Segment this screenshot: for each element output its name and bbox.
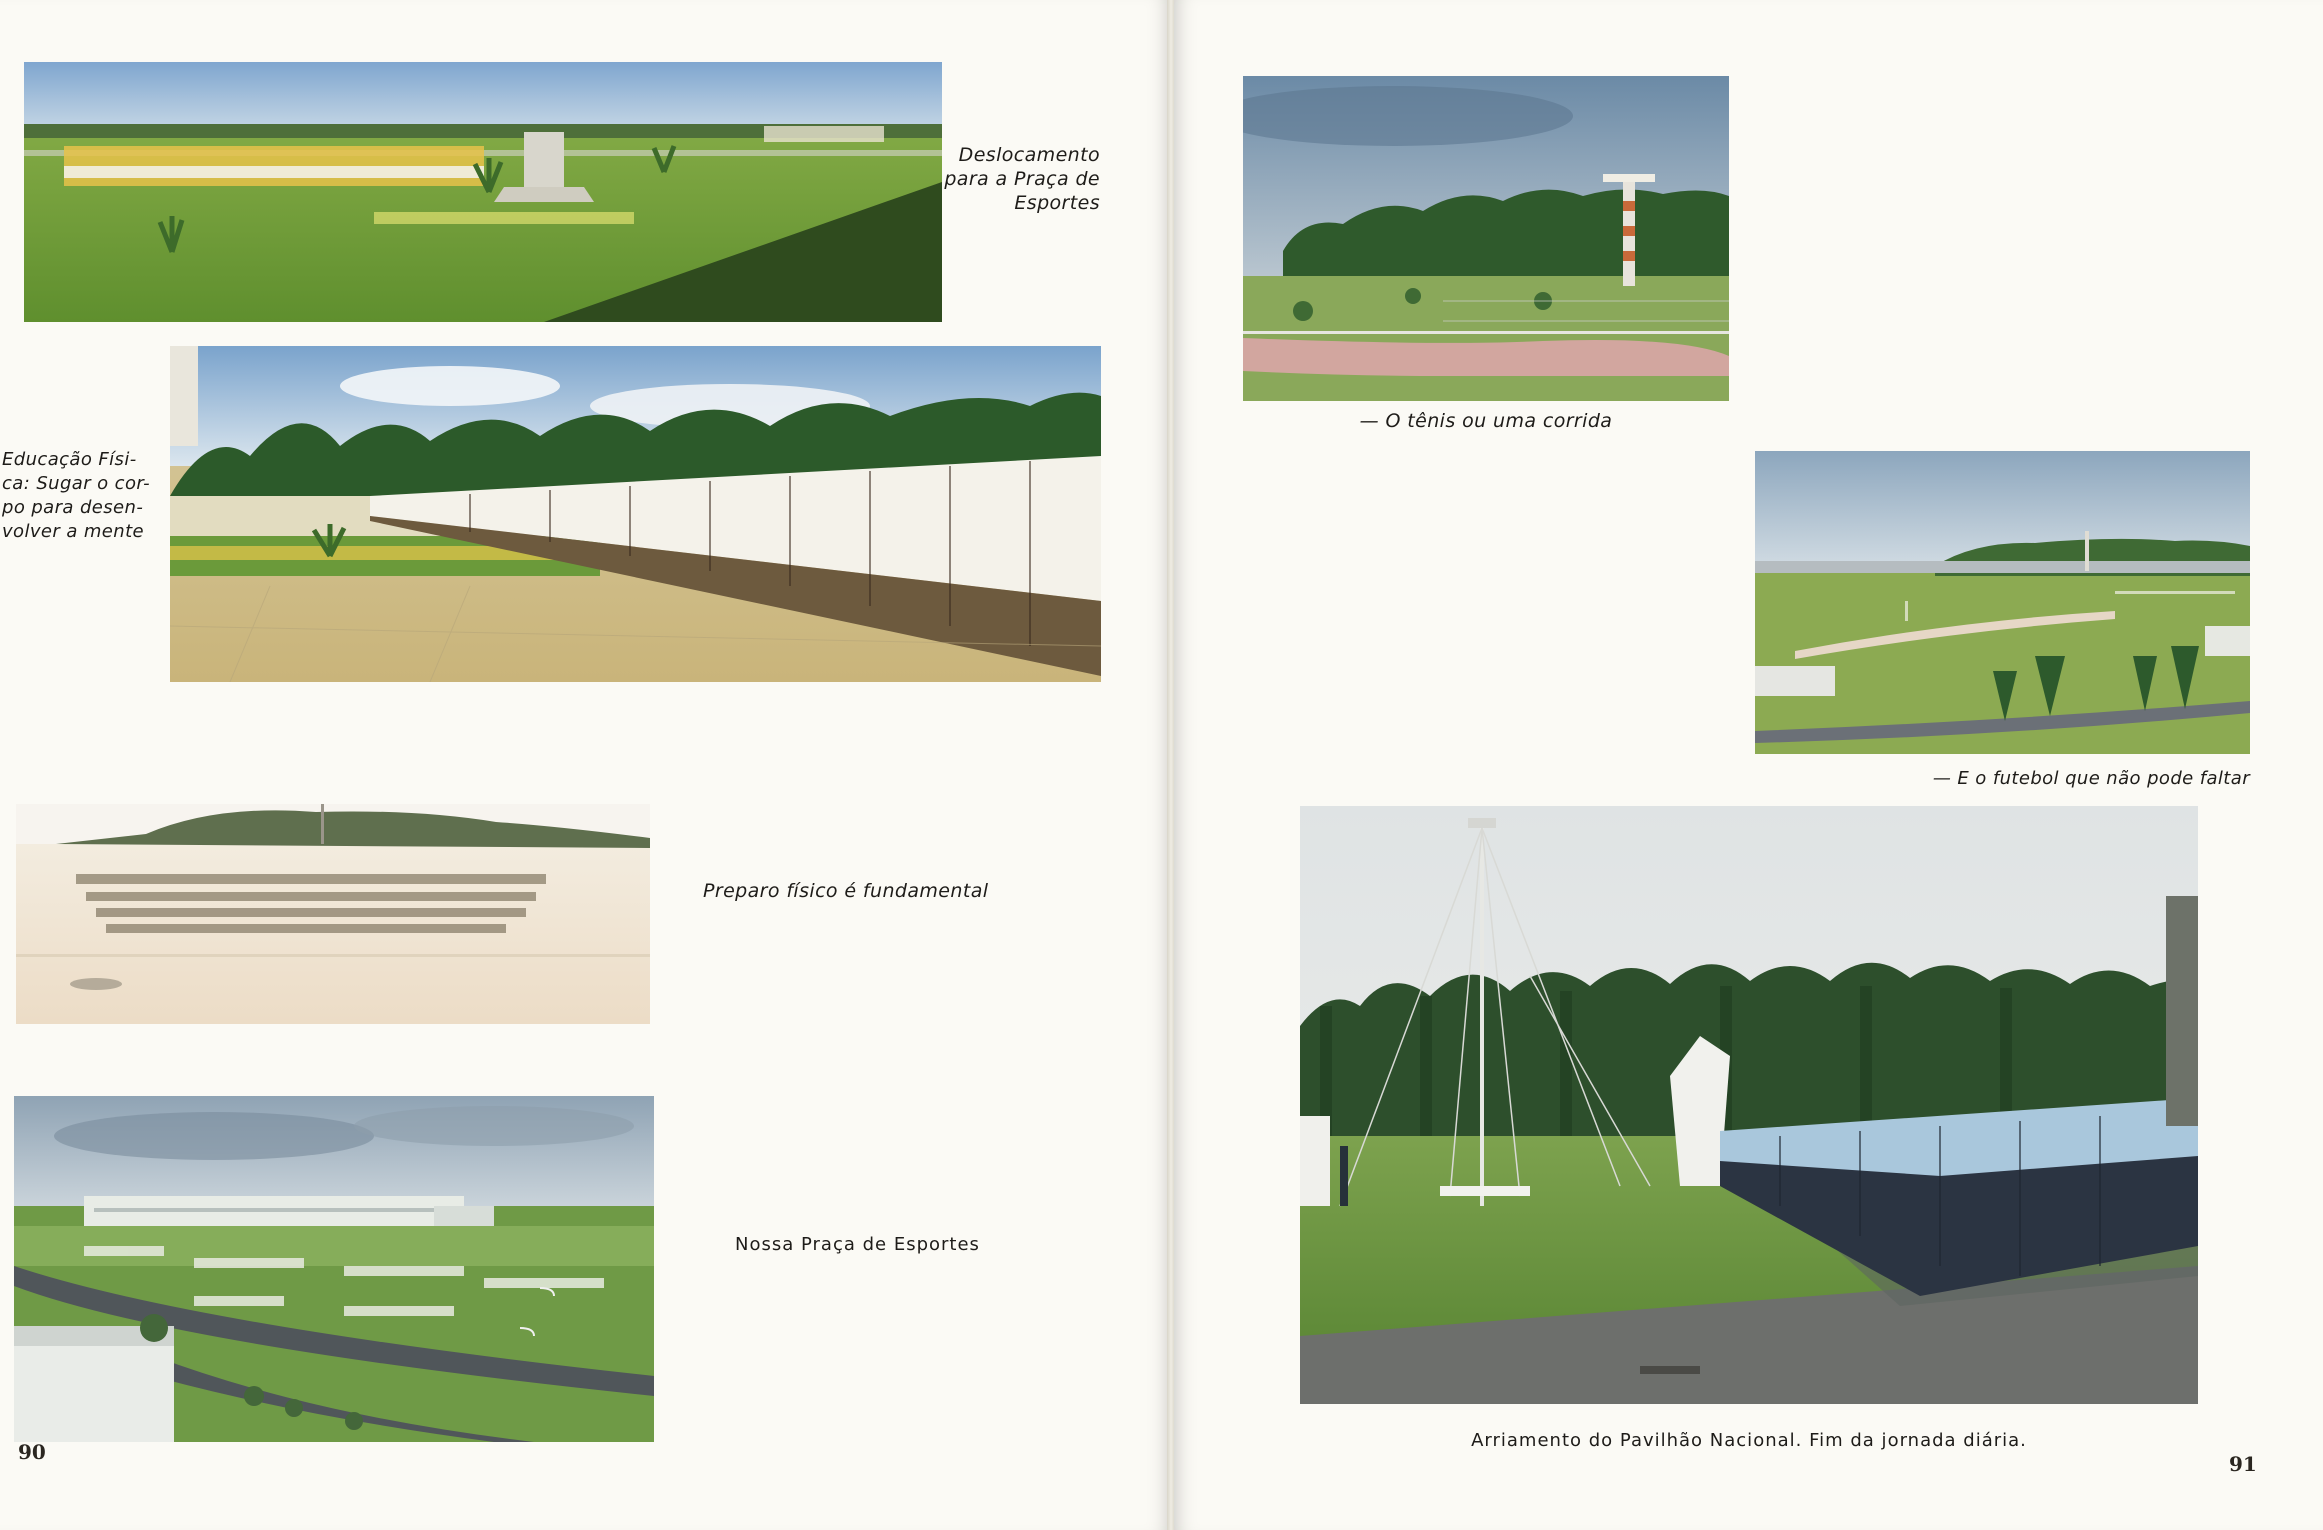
right-page <box>1174 0 2323 1530</box>
caption-educacao-fisica <box>2 448 158 544</box>
caption-deslocamento <box>940 143 1100 215</box>
caption-line: Esportes <box>1014 192 1100 214</box>
caption-futebol: — E o futebol que não pode faltar <box>1932 768 2250 789</box>
caption-line: po para desen- <box>2 497 144 518</box>
photo-arriamento <box>1300 806 2198 1404</box>
photo-futebol <box>1755 451 2250 754</box>
caption-praca-esportes: Nossa Praça de Esportes <box>735 1234 980 1255</box>
caption-preparo-fisico: Preparo físico é fundamental <box>703 880 989 902</box>
photo-preparo-fisico <box>16 804 650 1024</box>
caption-tenis: — O tênis ou uma corrida <box>1359 410 1613 432</box>
photo-praca-esportes <box>14 1096 654 1442</box>
caption-line: Educação Físi- <box>2 449 137 470</box>
photo-educacao-fisica <box>170 346 1101 682</box>
caption-line: volver a mente <box>2 521 145 542</box>
caption-line: para a Praça de <box>944 168 1100 190</box>
caption-line: ca: Sugar o cor- <box>2 473 151 494</box>
caption-arriamento: Arriamento do Pavilhão Nacional. Fim da jornada diária. <box>1471 1430 2027 1451</box>
caption-line: Deslocamento <box>958 144 1100 166</box>
photo-tenis-corrida <box>1243 76 1729 401</box>
page-number-left: 90 <box>18 1440 46 1464</box>
photo-deslocamento <box>24 62 942 322</box>
page-number-right: 91 <box>2229 1452 2257 1476</box>
